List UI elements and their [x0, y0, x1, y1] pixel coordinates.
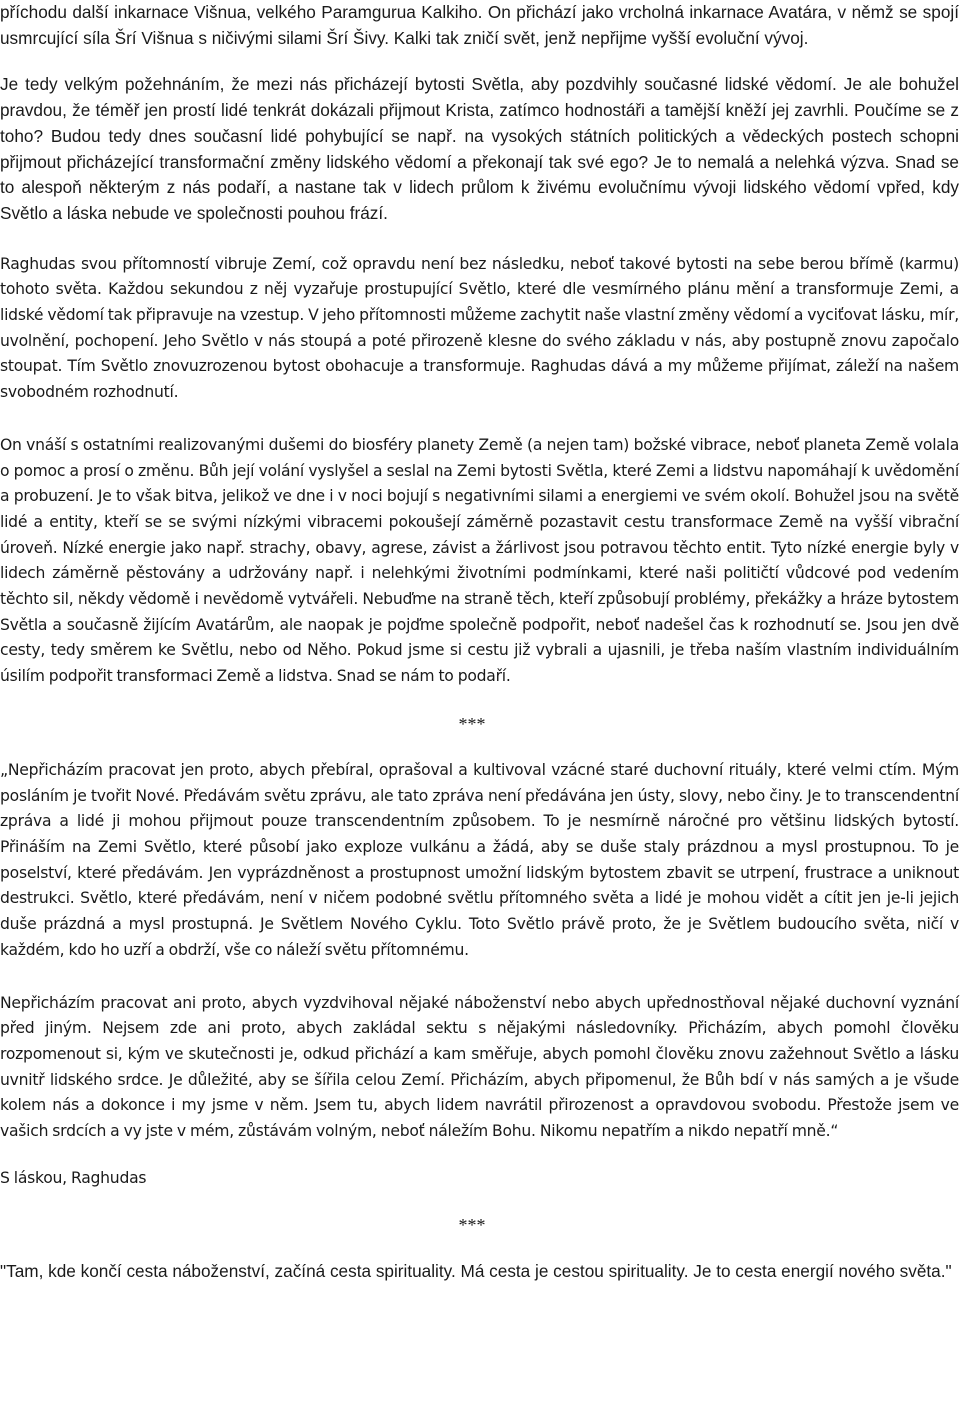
paragraph-spirituality-quote: "Tam, kde končí cesta náboženství, začíná cesta spirituality. Má cesta je cestou spirituality. Je to cesta energií nového světa.": [0, 1261, 952, 1282]
paragraph-beings-of-light: Je tedy velkým požehnáním, že mezi nás přicházejí bytosti Světla, aby pozdvihly současné lidské vědomí. Je ale bohužel pravdou, že téměř jen prostí lidé tenkrát dokázali přijmout Krista, zatímco hodnostáři a tamější kněží jej zavrhli. Poučíme se z toho? Budou tedy dnes současní lidé pohybující se např. na vysokých státních politických a vědeckých postech schopni přijmout přicházející transformační změny lidského vědomí a překonají tak své ego? Je to nemalá a nelehká výzva. Snad se to alespoň některým z nás podaří, a nastane tak v lidech průlom k živému evolučnímu vývoji lidského vědomí vpřed, kdy Světlo a láska nebude ve společnosti pouhou frází.: [0, 74, 959, 223]
paragraph-raghudas-presence: Raghudas svou přítomností vibruje Zemí, což opravdu není bez následku, neboť takové bytosti na sebe berou břímě (karmu) tohoto světa. Každou sekundou z něj vyzařuje prostupující Světlo, které dle vesmírného plánu mění a transformuje Zemi, a lidské vědomí tak připravuje na vzestup. V jeho přítomnosti můžeme zachytit naše vlastní změny vědomí a vyciťovat lásku, mír, uvolnění, pochopení. Jeho Světlo v nás stoupá a poté přirozeně klesne do svého základu v nás, aby postupně znovu započalo stoupat. Tím Světlo znovuzrozenou bytost obohacuje a transformuje. Raghudas dává a my můžeme přijímat, záleží na našem svobodném rozhodnutí.: [0, 254, 959, 402]
paragraph-kalki: příchodu další inkarnace Višnua, velkého Paramgurua Kalkiho. On přichází jako vrcholná inkarnace Avatára, v němž se spojí usmrcující síla Šrí Višnua s ničivými silami Šrí Šivy. Kalki tak zničí svět, jenž nepřijme vyšší evoluční vývoj.: [0, 2, 959, 48]
section-separator: ***: [458, 713, 486, 734]
paragraph-quote-freedom: Nepřicházím pracovat ani proto, abych vyzdvihoval nějaké náboženství nebo abych upřednostňoval nějaké duchovní vyznání před jiným. Nejsem zde ani proto, abych zakládal sektu s nějakými následovníky. Přicházím, abych pomohl člověku rozpomenout si, kým ve skutečnosti je, odkud přichází a kam směřuje, abych pomohl člověku znovu zažehnout Světlo a lásku uvnitř lidského srdce. Je důležité, aby se šířila celou Zemí. Přicházím, abych připomenul, že Bůh bdí v nás samých a je všude kolem nás a dokonce i my jsme v něm. Jsem tu, abych lidem navrátil přirozenost a opravdovou svobodu. Přestože jsem ve vašich srdcích a vy jste v mém, zůstávám volným, neboť náležím Bohu. Nikomu nepatřím a nikdo nepatří mně.“: [0, 993, 959, 1141]
paragraph-biosphere: On vnáší s ostatními realizovanými dušemi do biosféry planety Země (a nejen tam) božské vibrace, neboť planeta Země volala o pomoc a prosí o změnu. Bůh její volání vyslyšel a seslal na Zemi bytosti Světla, které Zemi a lidstvu napomáhají k uvědomění a probuzení. Je to však bitva, jelikož ve dne i v noci bojují s negativními silami a energiemi ve svém okolí. Bohužel jsou na světě lidé a entity, kteří se se svými nízkými vibracemi pokoušejí záměrně pozastavit cestu transformace Země na vyšší vibrační úroveň. Nízké energie jako např. strachy, obavy, agrese, závist a žárlivost jsou potravou těchto entit. Tyto nízké energie byly v lidech záměrně pěstovány a udržovány např. i nelehkými životními podmínkami, které naši političtí vůdcové pod vedením těchto sil, někdy vědomě i nevědomě vytvářeli. Nebuďme na straně těch, kteří způsobují problémy, překážky a hráze bytostem Světla a současně žijícím Avatárům, ale naopak je pojďme společně podpořit, neboť nadešel čas k rozhodnutí se. Jsou jen dvě cesty, tedy směrem ke Světlu, nebo od Něho. Pokud jsme si cestu již vybrali a ujasnili, je třeba naším vlastním individuálním úsilím podpořit transformaci Země a lidstva. Snad se nám to podaří.: [0, 435, 959, 686]
paragraph-quote-new: „Nepřicházím pracovat jen proto, abych přebíral, oprašoval a kultivoval vzácné staré duchovní rituály, které velmi ctím. Mým posláním je tvořit Nové. Předávám světu zprávu, ale tato zpráva není předávána jen ústy, slovy, nebo činy. Je to transcendentní zpráva a lidé ji mohou přijmout pouze transcendentním způsobem. To je nesmírně náročné pro většinu lidských bytostí. Přináším na Zemi Světlo, které působí jako exploze vulkánu a žádá, aby se duše staly prázdnou a mysl prostupnou. To je poselství, které předávám. Jen vyprázdněnost a prostupnost umožní lidským bytostem zbavit se utrpení, frustrace a uniknout destrukci. Světlo, které předávám, není v ničem podobné světlu přítomného světa a lidé je mohou vidět a cítit jen je-li jejich duše prázdná a mysl prostupná. Je Světlem Nového Cyklu. Toto Světlo právě proto, že je Světlem budoucího světa, ničí v každém, kdo ho uzří a obdrží, vše co náleží světu přítomnému.: [0, 760, 959, 959]
signature: S láskou, Raghudas: [0, 1168, 147, 1187]
section-separator-2: ***: [458, 1215, 486, 1236]
